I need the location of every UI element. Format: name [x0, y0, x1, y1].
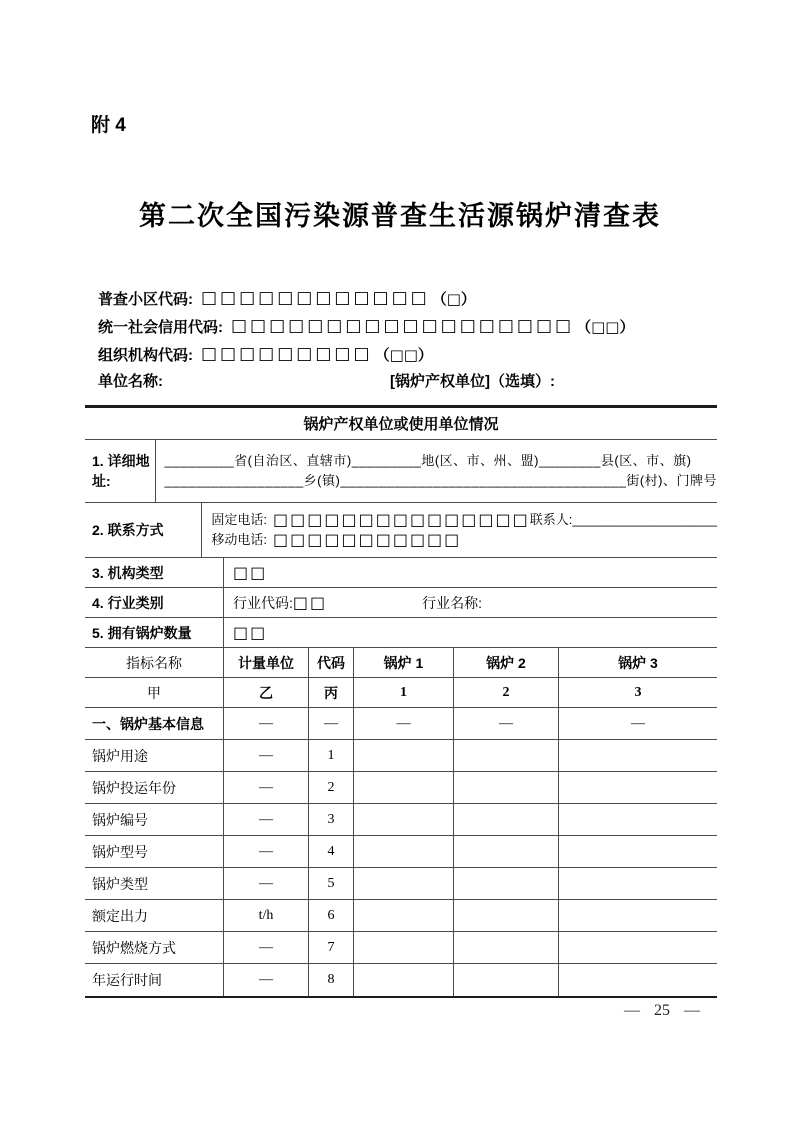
address-line-1: _________省(自治区、直辖市)_________地(区、市、州、盟)________县(区、市、旗) — [164, 453, 692, 468]
census-area-code-line — [98, 284, 718, 312]
industry-label: 4. 行业类别 — [92, 594, 164, 611]
column-header-row — [85, 648, 717, 678]
row-b1-value — [353, 804, 453, 835]
row-code: 8 — [308, 964, 353, 996]
industry-code-label: 行业代码: — [233, 594, 293, 611]
industry-row — [85, 588, 717, 618]
section-dash-unit: — — [223, 708, 308, 739]
table-row-boiler-type — [85, 868, 717, 900]
row-b1-value — [353, 932, 453, 963]
col-boiler-1: 锅炉 1 — [353, 648, 453, 677]
contact-row — [85, 503, 717, 558]
contact-person-label: 联系人: — [529, 512, 573, 527]
address-row — [85, 440, 717, 503]
section-dash-b2: — — [453, 708, 558, 739]
unit-name-label: 单位名称: — [98, 373, 163, 390]
key-bing: 丙 — [308, 678, 353, 707]
industry-code-boxes: □□ — [292, 592, 328, 612]
key-yi: 乙 — [223, 678, 308, 707]
org-code-suffix: （□□） — [374, 345, 433, 364]
form-title: 第二次全国污染源普查生活源锅炉清查表 — [139, 201, 661, 231]
address-content — [155, 440, 717, 502]
census-area-code-suffix: （□） — [431, 289, 476, 308]
boiler-count-row — [85, 618, 717, 648]
table-row-boiler-number — [85, 804, 717, 836]
row-b2-value — [453, 868, 558, 899]
boiler-count-boxes: □□ — [233, 622, 268, 642]
row-unit: — — [223, 868, 308, 899]
row-unit: — — [223, 932, 308, 963]
census-area-code-boxes: □□□□□□□□□□□□ — [201, 287, 430, 308]
row-b2-value — [453, 772, 558, 803]
address-line-2: __________________乡(镇)_____________________________________街(村)、门牌号 — [164, 473, 717, 488]
row-b1-value — [353, 964, 453, 996]
row-unit: — — [223, 964, 308, 996]
mobile-phone-line — [211, 530, 461, 550]
col-boiler-3: 锅炉 3 — [558, 648, 717, 677]
org-type-boxes: □□ — [233, 562, 268, 582]
row-name: 年运行时间 — [92, 972, 162, 988]
row-b1-value — [353, 836, 453, 867]
boiler-count-content — [223, 618, 717, 647]
org-code-boxes: □□□□□□□□□ — [201, 343, 373, 364]
survey-table — [85, 405, 717, 998]
row-b2-value — [453, 804, 558, 835]
census-area-code-label: 普查小区代码: — [98, 290, 193, 308]
row-b1-value — [353, 900, 453, 931]
row-name: 锅炉型号 — [92, 843, 148, 860]
row-unit: t/h — [223, 900, 308, 931]
row-code: 5 — [308, 868, 353, 899]
basic-info-section-label: 一、锅炉基本信息 — [92, 715, 204, 732]
section-dash-b1: — — [353, 708, 453, 739]
row-b2-value — [453, 900, 558, 931]
row-b3-value — [558, 900, 717, 931]
credit-code-boxes: □□□□□□□□□□□□□□□□□□ — [231, 315, 575, 336]
industry-content — [223, 588, 717, 617]
table-row-boiler-use — [85, 740, 717, 772]
row-unit: — — [223, 740, 308, 771]
row-code: 3 — [308, 804, 353, 835]
table-section-header-row — [85, 408, 717, 440]
row-b1-value — [353, 740, 453, 771]
section-dash-b3: — — [558, 708, 717, 739]
col-code: 代码 — [308, 648, 353, 677]
table-row-combustion-mode — [85, 932, 717, 964]
mobile-phone-label: 移动电话: — [211, 532, 267, 547]
table-row-rated-capacity — [85, 900, 717, 932]
row-b3-value — [558, 804, 717, 835]
header-code-block — [98, 284, 718, 368]
row-name: 锅炉类型 — [92, 875, 148, 892]
row-name: 锅炉投运年份 — [92, 779, 176, 796]
row-unit: — — [223, 836, 308, 867]
contact-label: 2. 联系方式 — [92, 522, 164, 538]
col-boiler-2: 锅炉 2 — [453, 648, 558, 677]
row-code: 4 — [308, 836, 353, 867]
page-number: — 25 — — [624, 1002, 700, 1019]
row-name: 额定出力 — [92, 907, 148, 924]
org-code-label: 组织机构代码: — [98, 346, 193, 364]
key-3: 3 — [558, 678, 717, 707]
table-row-boiler-model — [85, 836, 717, 868]
org-type-content — [223, 558, 717, 587]
table-row-annual-operating-hours — [85, 964, 717, 996]
row-unit: — — [223, 804, 308, 835]
contact-person-blank: ____________________ — [572, 512, 717, 527]
row-b3-value — [558, 868, 717, 899]
row-unit: — — [223, 772, 308, 803]
row-code: 1 — [308, 740, 353, 771]
credit-code-line — [98, 312, 718, 340]
credit-code-label: 统一社会信用代码: — [98, 318, 223, 336]
fixed-phone-label: 固定电话: — [211, 512, 267, 527]
mobile-phone-boxes: □□□□□□□□□□□ — [273, 530, 462, 549]
org-type-row — [85, 558, 717, 588]
address-label: 1. 详细地址: — [92, 453, 150, 489]
row-code: 6 — [308, 900, 353, 931]
table-row-commission-year — [85, 772, 717, 804]
row-b2-value — [453, 836, 558, 867]
row-b1-value — [353, 772, 453, 803]
row-b2-value — [453, 740, 558, 771]
contact-content — [201, 503, 717, 557]
row-code: 7 — [308, 932, 353, 963]
section-dash-code: — — [308, 708, 353, 739]
key-2: 2 — [453, 678, 558, 707]
industry-name-label: 行业名称: — [422, 594, 483, 611]
row-b3-value — [558, 740, 717, 771]
key-jia: 甲 — [147, 684, 161, 701]
column-key-row — [85, 678, 717, 708]
row-name: 锅炉燃烧方式 — [92, 939, 176, 956]
row-name: 锅炉编号 — [92, 811, 148, 828]
fixed-phone-line — [211, 510, 717, 530]
row-b3-value — [558, 772, 717, 803]
row-code: 2 — [308, 772, 353, 803]
unit-section-title: 锅炉产权单位或使用单位情况 — [303, 416, 499, 433]
org-code-line — [98, 340, 718, 368]
unit-name-line — [98, 370, 718, 394]
row-b2-value — [453, 964, 558, 996]
col-unit: 计量单位 — [223, 648, 308, 677]
key-1: 1 — [353, 678, 453, 707]
row-b3-value — [558, 932, 717, 963]
boiler-count-label: 5. 拥有锅炉数量 — [92, 624, 192, 641]
row-b3-value — [558, 964, 717, 996]
owner-unit-label: [锅炉产权单位]（选填）: — [390, 373, 555, 390]
basic-info-section-row — [85, 708, 717, 740]
row-b2-value — [453, 932, 558, 963]
row-name: 锅炉用途 — [92, 747, 148, 764]
org-type-label: 3. 机构类型 — [92, 564, 164, 581]
row-b1-value — [353, 868, 453, 899]
col-indicator-name: 指标名称 — [126, 654, 182, 671]
credit-code-suffix: （□□） — [576, 317, 635, 336]
fixed-phone-boxes: □□□□□□□□□□□□□□□ — [273, 510, 530, 529]
row-b3-value — [558, 836, 717, 867]
attachment-label: 附 4 — [91, 115, 126, 136]
